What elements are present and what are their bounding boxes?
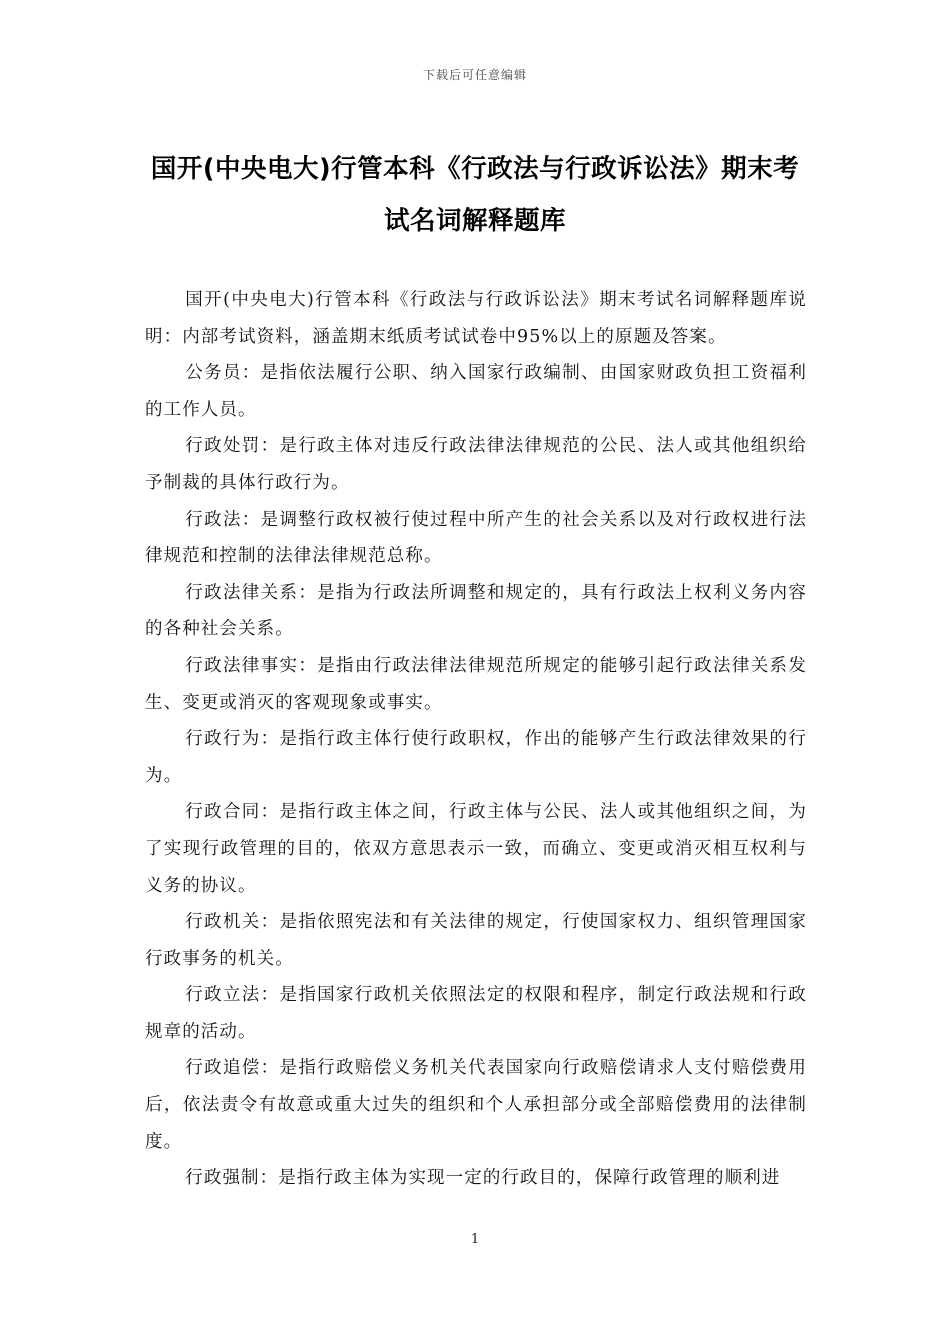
term-paragraph: 公务员：是指依法履行公职、纳入国家行政编制、由国家财政负担工资福利的工作人员。 [145, 363, 807, 420]
term-paragraph: 行政机关：是指依照宪法和有关法律的规定，行使国家权力、组织管理国家行政事务的机关。 [145, 912, 807, 969]
term-paragraph: 行政法律关系：是指为行政法所调整和规定的，具有行政法上权利义务内容的各种社会关系。 [145, 582, 807, 640]
intro-paragraph: 国开(中央电大)行管本科《行政法与行政诉讼法》期末考试名词解释题库说明：内部考试资料，涵盖期末纸质考试试卷中95%以上的原题及答案。 [145, 290, 807, 347]
header-note: 下载后可任意编辑 [422, 68, 527, 82]
term-paragraph: 行政立法：是指国家行政机关依照法定的权限和程序，制定行政法规和行政规章的活动。 [145, 985, 807, 1042]
term-paragraph: 行政追偿：是指行政赔偿义务机关代表国家向行政赔偿请求人支付赔偿费用后，依法责令有故意或重大过失的组织和个人承担部分或全部赔偿费用的法律制度。 [145, 1058, 807, 1152]
term-paragraph: 行政法：是调整行政权被行使过程中所产生的社会关系以及对行政权进行法律规范和控制的法律法律规范总称。 [145, 509, 807, 567]
term-paragraph: 行政强制：是指行政主体为实现一定的行政目的，保障行政管理的顺利进 [185, 1168, 781, 1189]
term-paragraph: 行政合同：是指行政主体之间，行政主体与公民、法人或其他组织之间，为了实现行政管理的目的，依双方意思表示一致，而确立、变更或消灭相互权利与义务的协议。 [145, 802, 807, 896]
document-body [145, 282, 807, 1197]
term-paragraph: 行政法律事实：是指由行政法律法律规范所规定的能够引起行政法律关系发生、变更或消灭的客观现象或事实。 [145, 655, 807, 713]
page-title: 国开(中央电大)行管本科《行政法与行政诉讼法》期末考试名词解释题库 [150, 154, 800, 236]
page-number: 1 [470, 1232, 480, 1247]
term-paragraph: 行政行为：是指行政主体行使行政职权，作出的能够产生行政法律效果的行为。 [145, 729, 807, 786]
term-paragraph: 行政处罚：是行政主体对违反行政法律法律规范的公民、法人或其他组织给予制裁的具体行政行为。 [145, 436, 807, 493]
